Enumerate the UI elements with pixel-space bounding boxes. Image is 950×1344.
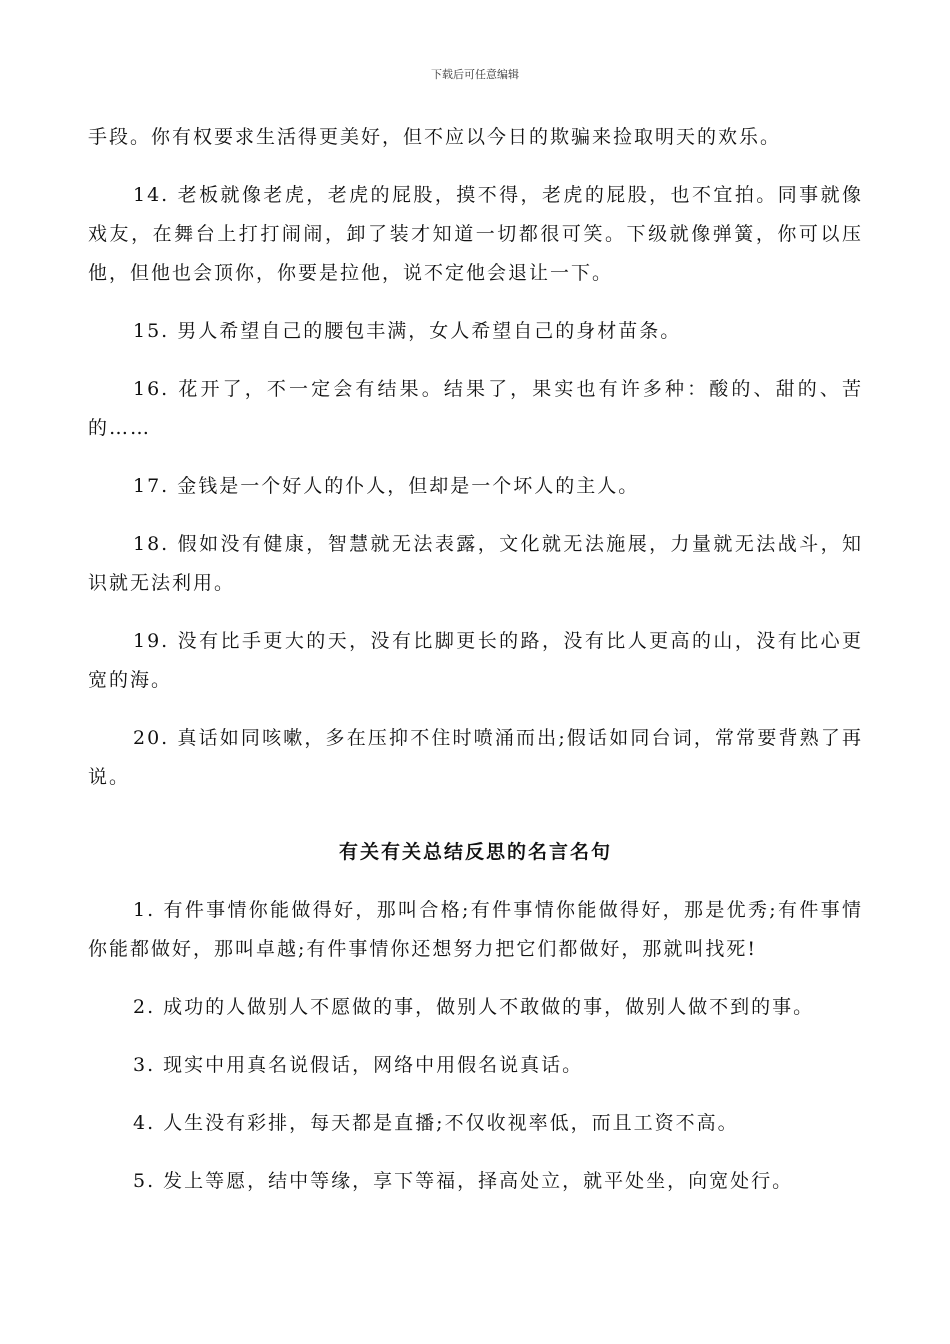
quote-item-4: 4. 人生没有彩排，每天都是直播;不仅收视率低，而且工资不高。: [133, 1112, 739, 1134]
quote-item-14: 14. 老板就像老虎，老虎的屁股，摸不得，老虎的屁股，也不宜拍。同事就像戏友，在舞台上打打闹闹，卸了装才知道一切都很可笑。下级就像弹簧，你可以压他，但他也会顶你，你要是拉他，说不定他会退让一下。: [88, 184, 863, 284]
quote-item-5: 5. 发上等愿，结中等缘，享下等福，择高处立，就平处坐，向宽处行。: [133, 1170, 794, 1192]
quote-item-3: 3. 现实中用真名说假话，网络中用假名说真话。: [133, 1054, 584, 1076]
quote-item-19: 19. 没有比手更大的天，没有比脚更长的路，没有比人更高的山，没有比心更宽的海。: [88, 630, 863, 691]
quote-item-18: 18. 假如没有健康，智慧就无法表露，文化就无法施展，力量就无法战斗，知识就无法利用。: [88, 533, 863, 594]
quote-item-17: 17. 金钱是一个好人的仆人，但却是一个坏人的主人。: [133, 475, 640, 497]
quote-item-2: 2. 成功的人做别人不愿做的事，做别人不敢做的事，做别人做不到的事。: [133, 996, 815, 1018]
document-body: [88, 118, 863, 1201]
quote-item-1: 1. 有件事情你能做得好，那叫合格;有件事情你能做得好，那是优秀;有件事情你能都做好，那叫卓越;有件事情你还想努力把它们都做好，那就叫找死!: [88, 899, 863, 960]
page-header-note: 下载后可任意编辑: [431, 68, 519, 81]
quote-item-16: 16. 花开了，不一定会有结果。结果了，果实也有许多种：酸的、甜的、苦的……: [88, 378, 863, 439]
quote-item-15: 15. 男人希望自己的腰包丰满，女人希望自己的身材苗条。: [133, 320, 682, 342]
continuation-paragraph: 手段。你有权要求生活得更美好，但不应以今日的欺骗来捡取明天的欢乐。: [88, 126, 782, 148]
section-title: 有关有关总结反思的名言名句: [338, 841, 612, 863]
quote-item-20: 20. 真话如同咳嗽，多在压抑不住时喷涌而出;假话如同台词，常常要背熟了再说。: [88, 727, 863, 788]
